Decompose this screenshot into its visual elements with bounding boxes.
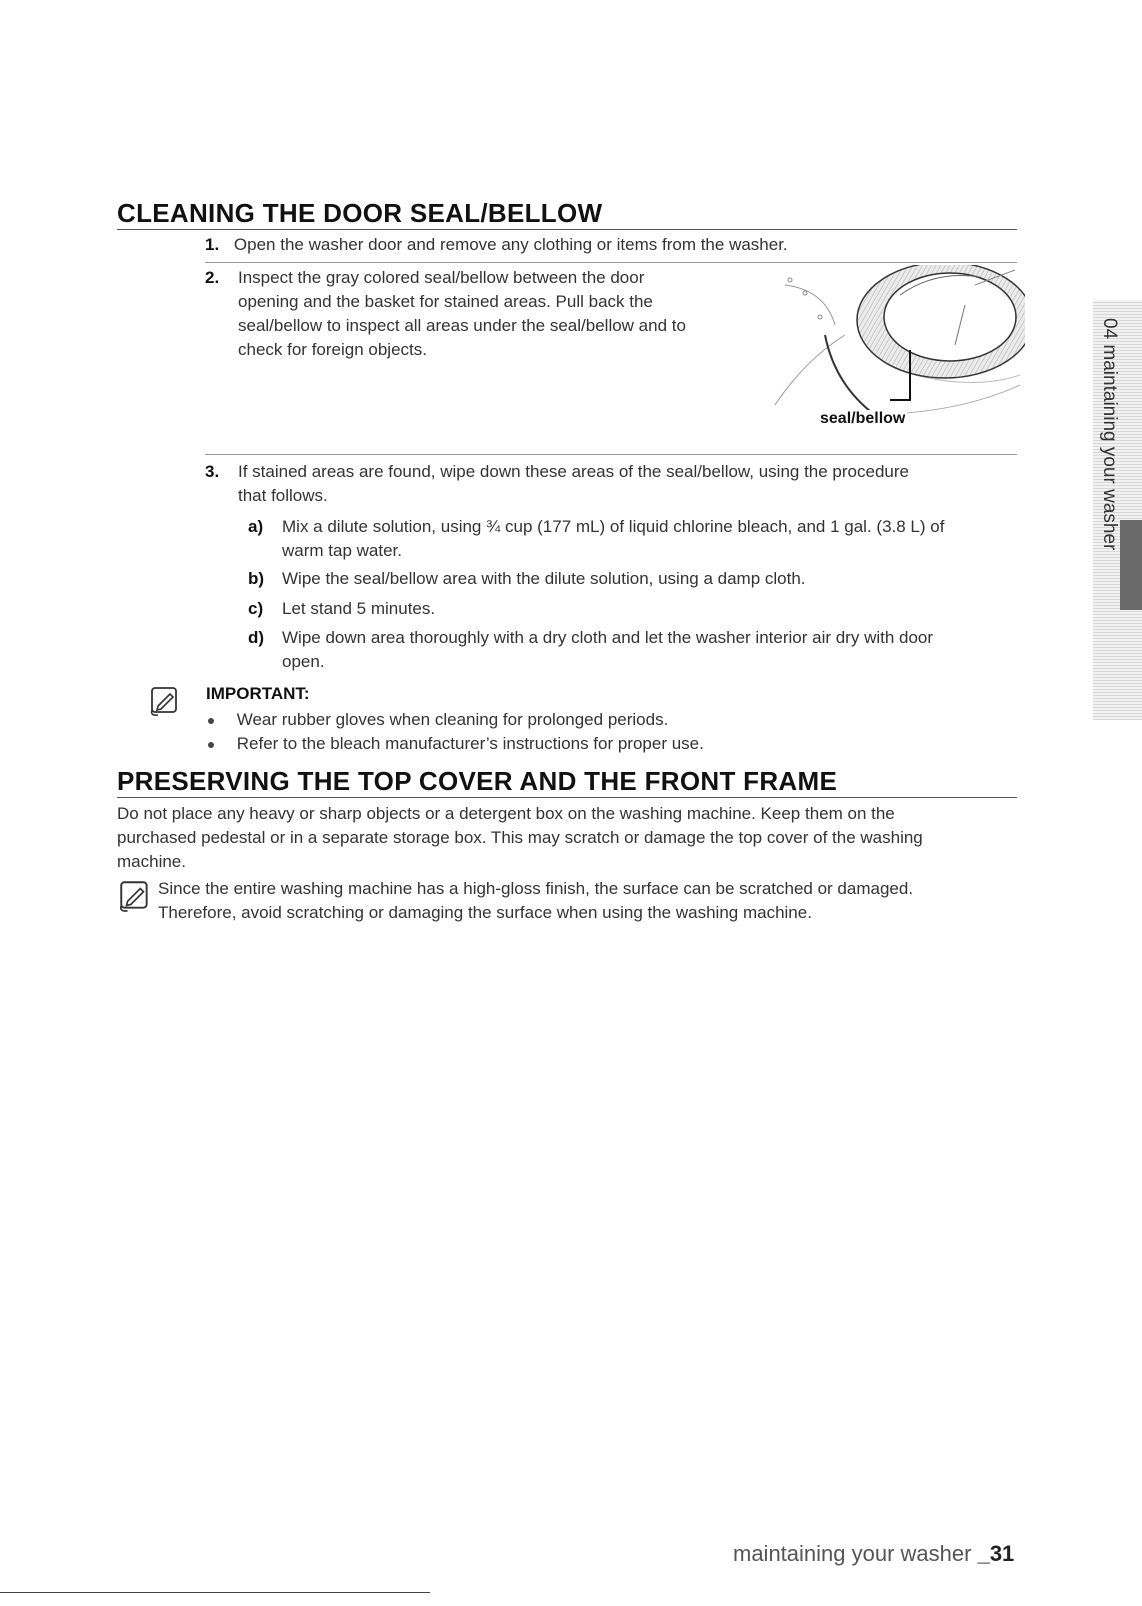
text-line: Wipe the seal/bellow area with the dilute solution, using a damp cloth. — [282, 569, 806, 588]
substep-label: a) — [248, 517, 264, 536]
text-line: machine. — [117, 852, 186, 871]
section-rule — [117, 229, 1017, 230]
text-line: Do not place any heavy or sharp objects or a detergent box on the washing machine. Keep them on the — [117, 804, 895, 823]
step-number: 2. — [205, 268, 220, 287]
text-line: Let stand 5 minutes. — [282, 599, 436, 618]
bottom-rule — [0, 1592, 430, 1593]
substep-d — [248, 626, 1018, 674]
bullet-dot-icon — [208, 742, 214, 748]
step-2-text — [238, 266, 758, 362]
text-line: Therefore, avoid scratching or damaging the surface when using the washing machine. — [158, 903, 812, 922]
chapter-tab-marker — [1120, 520, 1142, 610]
top-cover-paragraph — [117, 802, 1022, 874]
text-line: Inspect the gray colored seal/bellow between the door — [238, 268, 645, 287]
substep-label: b) — [248, 569, 265, 588]
top-cover-note — [158, 877, 1028, 925]
text-line: purchased pedestal or in a separate storage box. This may scratch or damage the top cover of the washing — [117, 828, 923, 847]
section-title-door-seal: CLEANING THE DOOR SEAL/BELLOW — [117, 198, 603, 228]
substep-label: c) — [248, 599, 264, 618]
substep-c — [248, 597, 1018, 621]
bullet-text: Wear rubber gloves when cleaning for prolonged periods. — [236, 710, 669, 729]
text-line: warm tap water. — [282, 541, 402, 560]
important-heading: IMPORTANT: — [206, 684, 310, 703]
substep-label: d) — [248, 628, 265, 647]
figure-label: seal/bellow — [820, 410, 906, 427]
text-line: Wipe down area thoroughly with a dry cloth and let the washer interior air dry with door — [282, 628, 934, 647]
bullet-text: Refer to the bleach manufacturer’s instructions for proper use. — [236, 734, 704, 753]
footer-title: maintaining your washer — [733, 1541, 978, 1566]
step-divider — [205, 262, 1017, 263]
step-3 — [205, 460, 219, 484]
step-3-text — [238, 460, 1018, 508]
note-pencil-icon — [117, 878, 153, 914]
text-line: Mix a dilute solution, using ¾ cup (177 mL) of liquid chlorine bleach, and 1 gal. (3.8 L) of — [282, 517, 945, 536]
text-line: check for foreign objects. — [238, 340, 427, 359]
bullet-dot-icon — [208, 718, 214, 724]
important-bullet — [208, 732, 704, 756]
section-title-top-cover: PRESERVING THE TOP COVER AND THE FRONT FRAME — [117, 766, 838, 796]
step-1 — [205, 233, 788, 257]
text-line: open. — [282, 652, 325, 671]
substep-a — [248, 515, 1018, 563]
step-text: Open the washer door and remove any clothing or items from the washer. — [233, 235, 788, 254]
note-pencil-icon — [148, 684, 182, 718]
substep-b — [248, 567, 1018, 591]
text-line: Since the entire washing machine has a high-gloss finish, the surface can be scratched or damaged. — [158, 879, 914, 898]
step-divider — [205, 454, 1017, 455]
chapter-tab-label: 04 maintaining your washer — [1099, 318, 1120, 551]
text-line: If stained areas are found, wipe down these areas of the seal/bellow, using the procedure — [238, 462, 909, 481]
step-number: 1. — [205, 235, 220, 254]
step-2 — [205, 266, 219, 290]
step-number: 3. — [205, 462, 220, 481]
important-bullet — [208, 708, 668, 732]
text-line: opening and the basket for stained areas. Pull back the — [238, 292, 653, 311]
text-line: seal/bellow to inspect all areas under the seal/bellow and to — [238, 316, 686, 335]
page-footer — [733, 1541, 1014, 1567]
section-rule — [117, 797, 1017, 798]
page-number: _31 — [977, 1541, 1015, 1566]
text-line: that follows. — [238, 486, 328, 505]
